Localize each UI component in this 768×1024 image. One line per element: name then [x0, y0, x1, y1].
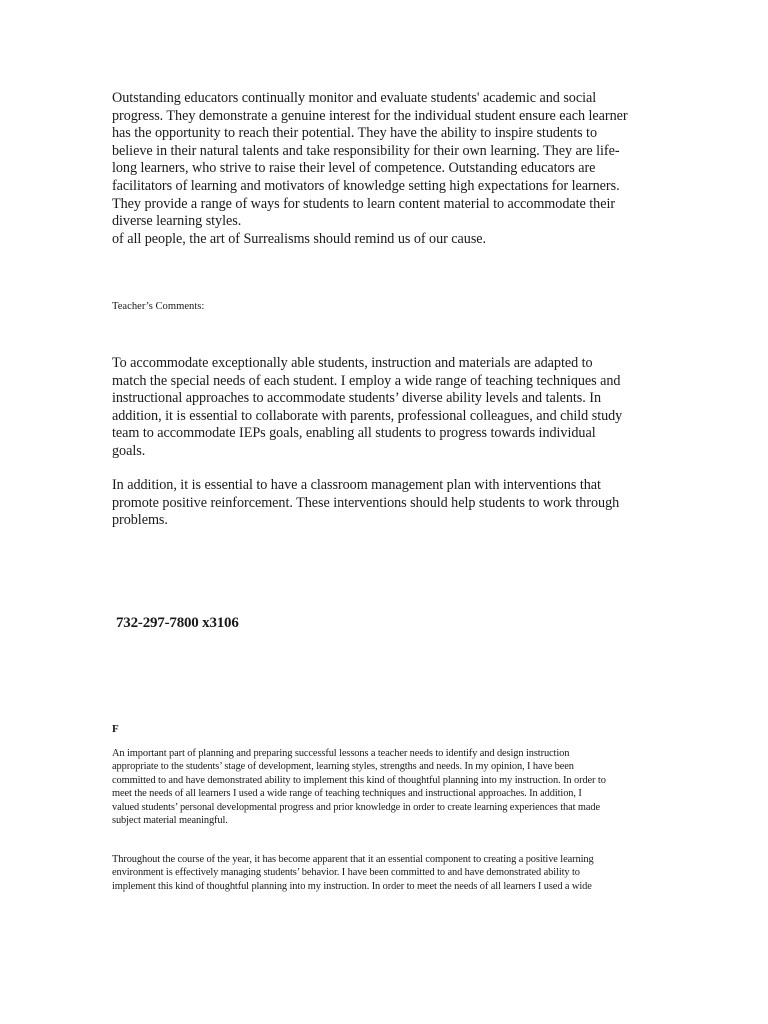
accommodation-paragraph: To accommodate exceptionally able students, instruction and materials are adapted to match the special needs of each student. I employ a wide range of teaching techniques and instructional approaches to accommodate students’ diverse ability levels and talents. In addition, it is essential to collaborate with parents, professional colleagues, and child study team to accommodate IEPs goals, enabling all students to progress towards individual goals. [112, 355, 623, 459]
teacher-comments-label: Teacher’s Comments: [112, 301, 205, 312]
behavior-management-paragraph: Throughout the course of the year, it has become apparent that it an essential component to creating a positive learning environment is effectively managing students’ behavior. I have been committed to and have demonstrated ability to implement this kind of thoughtful planning into my instruction. In order to meet the needs of all learners I used a wide [112, 854, 594, 892]
section-letter: F [112, 723, 119, 735]
phone-number: 732-297-7800 x3106 [116, 615, 239, 631]
lesson-planning-paragraph: An important part of planning and preparing successful lessons a teacher needs to identify and design instruction appropriate to the students’ stage of development, learning styles, strengths and needs. In my opinion, I have been committed to and have demonstrated ability to implement this kind of thoughtful planning into my instruction. In order to meet the needs of all learners I used a wide range of teaching techniques and instructional approaches. In addition, I valued students’ personal developmental progress and prior knowledge in order to create learning experiences that made subject material meaningful. [112, 748, 606, 827]
intro-paragraph: Outstanding educators continually monitor and evaluate students' academic and social progress. They demonstrate a genuine interest for the individual student ensure each learner has the opportunity to reach their potential. They have the ability to inspire students to believe in their natural talents and take responsibility for their own learning. They are life- long learners, who strive to raise their level of competence. Outstanding educators are facilitators of learning and motivators of knowledge setting high expectations for learners. They provide a range of ways for students to learn content material to accommodate their diverse learning styles. of all people, the art of Surrealisms should remind us of our cause. [112, 90, 628, 247]
classroom-management-paragraph: In addition, it is essential to have a classroom management plan with interventions that promote positive reinforcement. These interventions should help students to work through problems. [112, 477, 620, 529]
